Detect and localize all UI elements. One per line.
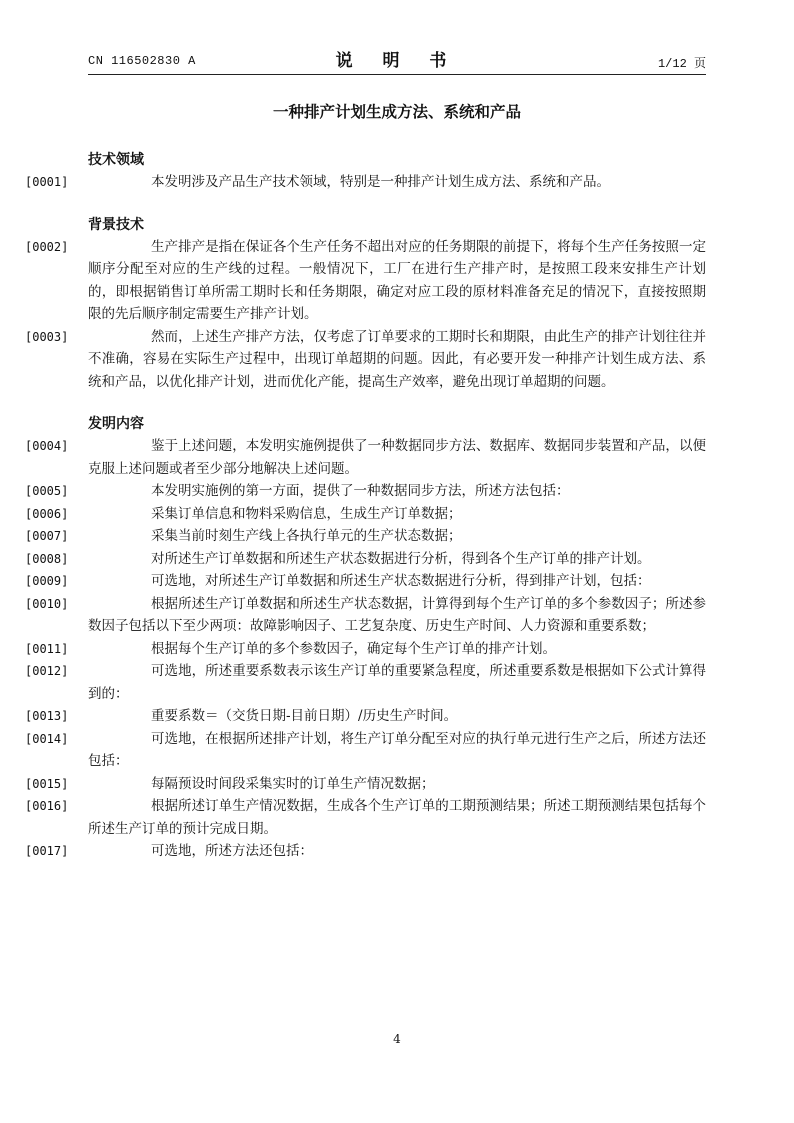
paragraph-text: 可选地，所述重要系数表示该生产订单的重要紧急程度，所述重要系数是根据如下公式计算得到的： <box>88 663 706 702</box>
paragraph-number: [0007] <box>25 529 69 543</box>
paragraph-number: [0016] <box>25 799 69 813</box>
paragraph-number: [0011] <box>25 641 69 656</box>
paragraph-number: [0017] <box>25 844 69 858</box>
paragraph-text: 每隔预设时间段采集实时的订单生产情况数据； <box>151 775 435 792</box>
paragraph-text: 根据所述订单生产情况数据，生成各个生产订单的工期预测结果；所述工期预测结果包括每个所述生产订单的预计完成日期。 <box>88 798 706 837</box>
paragraph-number: [0002] <box>25 239 69 254</box>
document-body <box>25 149 706 883</box>
paragraph <box>25 326 706 394</box>
paragraph <box>25 548 706 571</box>
paragraph <box>25 728 706 773</box>
section-heading: 背景技术 <box>88 216 144 233</box>
paragraph <box>25 773 706 796</box>
paragraph-text: 对所述生产订单数据和所述生产状态数据进行分析，得到各个生产订单的排产计划。 <box>151 550 651 567</box>
paragraph <box>25 840 706 863</box>
paragraph-number: [0015] <box>25 776 69 791</box>
paragraph <box>25 525 706 548</box>
paragraph <box>25 435 706 480</box>
paragraph-number: [0012] <box>25 664 69 678</box>
page-header <box>88 48 706 74</box>
paragraph-number: [0003] <box>25 329 69 344</box>
paragraph-text: 然而，上述生产排产方法，仅考虑了订单要求的工期时长和期限，由此生产的排产计划往往并不准确，容易在实际生产过程中，出现订单超期的问题。因此，有必要开发一种排产计划生成方法、系统和产品，以优化排产计划，进而优化产能，提高生产效率，避免出现订单超期的问题。 <box>88 328 706 390</box>
document-title: 一种排产计划生成方法、系统和产品 <box>272 103 521 121</box>
paragraph-number: [0004] <box>25 439 69 453</box>
paragraph <box>25 171 706 194</box>
paragraph-number: [0001] <box>25 175 69 189</box>
publication-number: CN 116502830 A <box>88 54 196 68</box>
paragraph <box>25 236 706 326</box>
paragraph-text: 可选地，所述方法还包括： <box>151 843 313 859</box>
header-divider <box>88 74 706 75</box>
section <box>25 149 706 194</box>
paragraph-number: [0005] <box>25 484 69 498</box>
paragraph-number: [0008] <box>25 551 69 566</box>
paragraph-number: [0006] <box>25 506 69 521</box>
paragraph-text: 采集当前时刻生产线上各执行单元的生产状态数据； <box>151 528 462 544</box>
paragraph-number: [0013] <box>25 709 69 723</box>
paragraph <box>25 705 706 728</box>
paragraph-number: [0010] <box>25 596 69 611</box>
paragraph <box>25 593 706 638</box>
page-count-label: 1/12 页 <box>657 57 706 71</box>
paragraph-text: 根据每个生产订单的多个参数因子，确定每个生产订单的排产计划。 <box>151 640 556 657</box>
paragraph <box>25 638 706 661</box>
page-number: 4 <box>393 1032 401 1046</box>
paragraph <box>25 660 706 705</box>
section <box>25 413 706 863</box>
paragraph-text: 生产排产是指在保证各个生产任务不超出对应的任务期限的前提下，将每个生产任务按照一定顺序分配至对应的生产线的过程。一般情况下，工厂在进行生产排产时，是按照工段来安排生产计划的，即根据销售订单所需工期时长和任务期限，确定对应工段的原材料准备充足的情况下，直接按照期限的先后顺序制定需要生产排产计划。 <box>88 238 706 322</box>
paragraph-text: 鉴于上述问题，本发明实施例提供了一种数据同步方法、数据库、数据同步装置和产品，以便克服上述问题或者至少部分地解决上述问题。 <box>88 438 706 477</box>
paragraph-number: [0014] <box>25 731 69 746</box>
paragraph <box>25 503 706 526</box>
section-heading: 技术领域 <box>88 152 144 168</box>
paragraph-text: 本发明实施例的第一方面，提供了一种数据同步方法，所述方法包括： <box>151 483 570 499</box>
paragraph <box>25 795 706 840</box>
paragraph-text: 根据所述生产订单数据和所述生产状态数据，计算得到每个生产订单的多个参数因子；所述参数因子包括以下至少两项：故障影响因子、工艺复杂度、历史生产时间、人力资源和重要系数； <box>88 595 706 634</box>
paragraph-number: [0009] <box>25 574 69 588</box>
paragraph-text: 重要系数＝（交货日期-目前日期）/历史生产时间。 <box>151 708 458 724</box>
document-type-label: 说 明 书 <box>335 51 459 71</box>
paragraph <box>25 480 706 503</box>
paragraph-text: 可选地，在根据所述排产计划，将生产订单分配至对应的执行单元进行生产之后，所述方法还包括： <box>88 730 706 769</box>
paragraph-text: 采集订单信息和物料采购信息，生成生产订单数据； <box>151 505 462 522</box>
paragraph <box>25 570 706 593</box>
paragraph-text: 可选地，对所述生产订单数据和所述生产状态数据进行分析，得到排产计划，包括： <box>151 573 651 589</box>
section-heading: 发明内容 <box>88 416 144 432</box>
section <box>25 214 706 394</box>
paragraph-text: 本发明涉及产品生产技术领域，特别是一种排产计划生成方法、系统和产品。 <box>151 174 610 190</box>
